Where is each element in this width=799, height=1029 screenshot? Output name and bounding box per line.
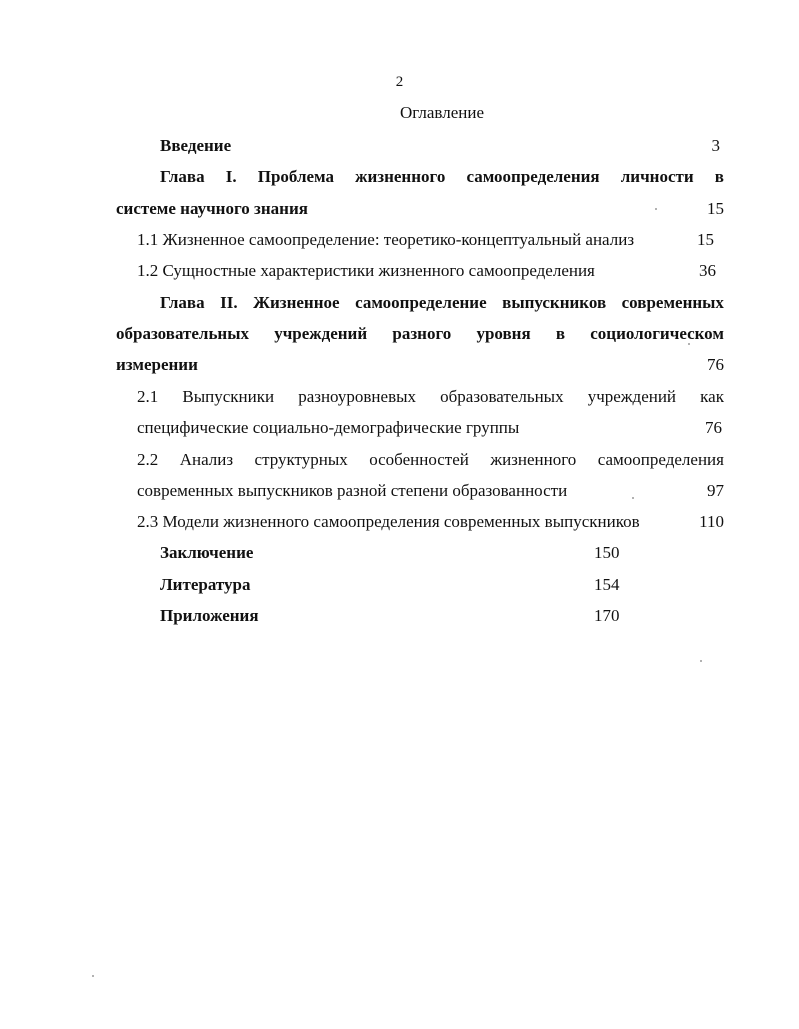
word: II.	[220, 293, 238, 312]
toc-intro-label: Введение	[160, 136, 232, 155]
section-2-1-page: 76	[705, 418, 722, 437]
scan-speck	[632, 497, 634, 499]
section-1-2-page: 36	[699, 261, 716, 280]
section-1-2-label: 1.2 Сущностные характеристики жизненного самоопределения	[137, 261, 595, 280]
word: самоопределение	[355, 293, 487, 312]
chapter1-page: 15	[707, 199, 724, 218]
word: в	[555, 324, 566, 343]
scan-speck	[655, 208, 657, 210]
toc-intro-page: 3	[711, 136, 720, 155]
word: Анализ	[179, 450, 234, 469]
word: уровня	[476, 324, 531, 343]
scan-speck	[688, 343, 690, 345]
scan-speck	[92, 975, 94, 977]
word: образовательных	[116, 324, 249, 343]
word: учреждений	[274, 324, 368, 343]
word: 2.1	[137, 387, 159, 406]
word: современных	[621, 293, 724, 312]
conclusion-page: 150	[594, 543, 620, 562]
toc-title: Оглавление	[400, 103, 484, 122]
word: Жизненное	[253, 293, 340, 312]
section-1-1-page: 15	[697, 230, 714, 249]
scan-speck	[700, 660, 702, 662]
section-1-1-label: 1.1 Жизненное самоопределение: теоретико-концептуальный анализ	[137, 230, 635, 249]
literature-label: Литература	[160, 575, 251, 594]
appendices-page: 170	[594, 606, 620, 625]
word: Глава	[160, 293, 205, 312]
word: выпускников	[502, 293, 607, 312]
word: самоопределения	[466, 167, 600, 186]
word: I.	[225, 167, 237, 186]
word: Проблема	[257, 167, 335, 186]
chapter1-title-line2: системе научного знания	[116, 199, 308, 218]
word: 2.2	[137, 450, 159, 469]
literature-page: 154	[594, 575, 620, 594]
section-2-2-line2: современных выпускников разной степени образованности	[137, 481, 568, 500]
word: жизненного	[355, 167, 446, 186]
section-2-1-line2: специфические социально-демографические группы	[137, 418, 520, 437]
section-2-3-label: 2.3 Модели жизненного самоопределения современных выпускников	[137, 512, 640, 531]
chapter1-title-line1	[160, 167, 724, 187]
word: самоопределения	[597, 450, 724, 469]
section-2-2-line1	[137, 450, 724, 470]
word: разноуровневых	[298, 387, 417, 406]
word: учреждений	[587, 387, 677, 406]
section-2-3-page: 110	[699, 512, 724, 531]
chapter2-page: 76	[707, 355, 724, 374]
section-2-1-line1	[137, 387, 724, 407]
word: структурных	[254, 450, 348, 469]
word: личности	[620, 167, 694, 186]
chapter2-title-line1	[160, 293, 724, 313]
conclusion-label: Заключение	[160, 543, 254, 562]
word: жизненного	[490, 450, 577, 469]
chapter2-title-line2	[116, 324, 724, 344]
word: образовательных	[440, 387, 564, 406]
word: Глава	[160, 167, 205, 186]
word: Выпускники	[182, 387, 275, 406]
section-2-2-page: 97	[707, 481, 724, 500]
word: разного	[392, 324, 452, 343]
chapter2-title-line3: измерении	[116, 355, 198, 374]
word: в	[714, 167, 724, 186]
page-number: 2	[395, 74, 404, 90]
word: социологическом	[590, 324, 724, 343]
word: особенностей	[369, 450, 469, 469]
appendices-label: Приложения	[160, 606, 259, 625]
word: как	[700, 387, 724, 406]
